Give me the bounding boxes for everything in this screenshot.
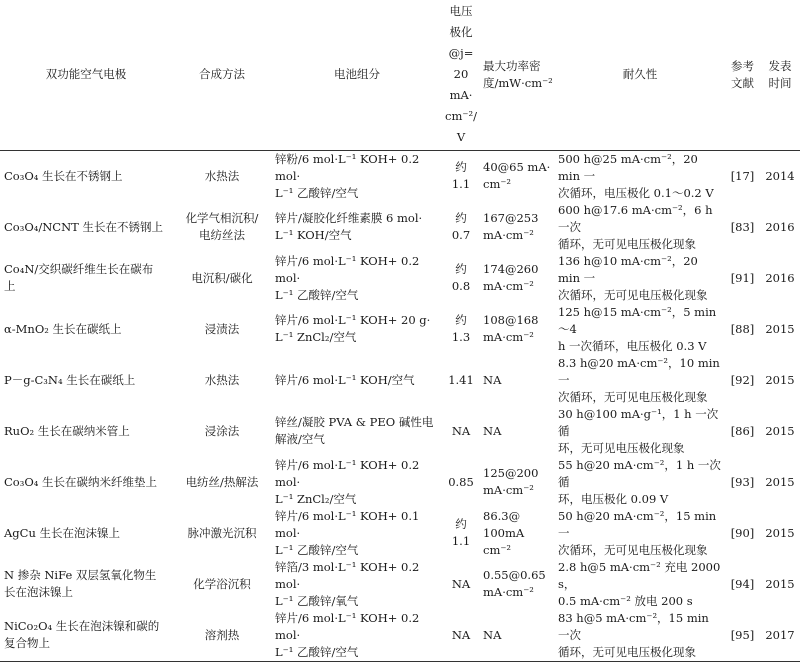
cell-year: 2017 (765, 627, 795, 642)
cell-power: 174@260 mA·cm⁻² (483, 262, 539, 293)
header-voltage-line: V (456, 130, 466, 145)
header-ref (725, 0, 760, 150)
cell-year: 2015 (765, 576, 795, 591)
cell-durability: 50 h@20 mA·cm⁻²，15 min 一 次循环，无可见电压极化现象 (558, 508, 717, 557)
cell-durability: 500 h@25 mA·cm⁻²，20 min 一 次循环，电压极化 0.1～0.2 V (558, 151, 714, 200)
cell-voltage: 1.41 (448, 372, 474, 387)
cell-electrode: NiCo₂O₄ 生长在泡沫镍和碳的 复合物上 (4, 619, 160, 650)
cell-composition: 锌片/6 mol·L⁻¹ KOH+ 0.2 mol· L⁻¹ 乙酸锌/空气 (275, 610, 420, 659)
header-ref-line: 参考 (731, 58, 754, 73)
cell-ref: [86] (730, 423, 755, 438)
cell-composition: 锌片/6 mol·L⁻¹ KOH+ 20 g· L⁻¹ ZnCl₂/空气 (275, 313, 431, 344)
cell-year: 2016 (765, 270, 795, 285)
header-composition: 电池组分 (334, 67, 380, 82)
cell-voltage: 约 0.8 (451, 262, 471, 293)
cell-power: 86.3@ 100mA cm⁻² (483, 508, 525, 557)
table-row (0, 610, 800, 662)
cell-electrode: Co₃O₄ 生长在碳纳米纤维垫上 (4, 474, 158, 489)
cell-ref: [17] (730, 168, 755, 183)
cell-ref: [91] (730, 270, 755, 285)
cell-durability: 600 h@17.6 mA·cm⁻²，6 h 一次 循环，无可见电压极化现象 (558, 202, 713, 251)
cell-year: 2015 (765, 474, 795, 489)
cell-ref: [93] (730, 474, 755, 489)
cell-method: 浸渍法 (204, 321, 240, 336)
header-voltage-line: 电压 (449, 4, 473, 19)
cell-ref: [92] (730, 372, 755, 387)
cell-method: 溶剂热 (204, 627, 240, 642)
header-electrode: 双功能空气电极 (45, 67, 127, 82)
cell-electrode: Co₄N/交织碳纤维生长在碳布 上 (4, 262, 154, 293)
header-power-line: 度/mW·cm⁻² (483, 75, 553, 90)
header-voltage (442, 0, 480, 150)
cell-electrode: α-MnO₂ 生长在碳纸上 (4, 321, 122, 336)
cell-ref: [94] (730, 576, 755, 591)
cell-composition: 锌片/6 mol·L⁻¹ KOH+ 0.2 mol· L⁻¹ 乙酸锌/空气 (275, 253, 420, 302)
header-power-line: 最大功率密 (483, 58, 541, 73)
header-durability: 耐久性 (622, 67, 658, 82)
cell-voltage: 约 1.3 (451, 313, 471, 344)
cell-power: 167@253 mA·cm⁻² (483, 211, 539, 242)
cell-durability: 30 h@100 mA·g⁻¹，1 h 一次循 环，无可见电压极化现象 (558, 406, 719, 455)
table-body (0, 150, 800, 661)
cell-durability: 2.8 h@5 mA·cm⁻² 充电 2000 s， 0.5 mA·cm⁻² 放电 200 s (558, 559, 721, 608)
cell-durability: 125 h@15 mA·cm⁻²，5 min～4 h 一次循环，电压极化 0.3 V (558, 304, 717, 353)
cell-year: 2015 (765, 372, 795, 387)
cell-method: 电纺丝/热解法 (185, 474, 259, 489)
header-year (760, 0, 800, 150)
header-year-line: 时间 (768, 75, 792, 90)
cell-composition: 锌粉/6 mol·L⁻¹ KOH+ 0.2 mol· L⁻¹ 乙酸锌/空气 (275, 151, 420, 200)
cell-electrode: Co₃O₄/NCNT 生长在不锈钢上 (4, 219, 163, 234)
header-power (480, 0, 555, 150)
cell-method: 化学浴沉积 (193, 576, 251, 591)
cell-voltage: NA (451, 576, 471, 591)
cell-durability: 8.3 h@20 mA·cm⁻²，10 min 一 次循环，无可见电压极化现象 (558, 355, 720, 404)
table-row (0, 150, 800, 202)
table-row (0, 508, 800, 559)
cell-ref: [90] (730, 525, 755, 540)
header-voltage-line: @j= (448, 46, 474, 61)
table-row (0, 406, 800, 457)
cell-power: 108@168 mA·cm⁻² (483, 313, 539, 344)
cell-method: 化学气相沉积/ 电纺丝法 (185, 211, 259, 242)
cell-electrode: Co₃O₄ 生长在不锈钢上 (4, 168, 123, 183)
cell-voltage: NA (451, 423, 471, 438)
cell-electrode: RuO₂ 生长在碳纳米管上 (4, 423, 130, 438)
cell-year: 2016 (765, 219, 795, 234)
cell-composition: 锌片/凝胶化纤维素膜 6 mol· L⁻¹ KOH/空气 (275, 211, 423, 242)
cell-electrode: N 掺杂 NiFe 双层氢氧化物生 长在泡沫镍上 (4, 568, 157, 599)
cell-ref: [83] (730, 219, 755, 234)
cell-durability: 83 h@5 mA·cm⁻²，15 min 一次 循环，无可见电压极化现象 (558, 610, 709, 659)
table-header-row (0, 0, 800, 150)
cell-voltage: 约 0.7 (451, 211, 471, 242)
cell-composition: 锌箔/3 mol·L⁻¹ KOH+ 0.2 mol· L⁻¹ 乙酸锌/氧气 (275, 559, 420, 608)
cell-year: 2015 (765, 423, 795, 438)
cell-composition: 锌片/6 mol·L⁻¹ KOH+ 0.1 mol· L⁻¹ 乙酸锌/空气 (275, 508, 420, 557)
table-row (0, 457, 800, 508)
cell-power: NA (483, 372, 502, 387)
table-row (0, 559, 800, 610)
cell-voltage: 约 1.1 (451, 160, 471, 191)
cell-composition: 锌片/6 mol·L⁻¹ KOH/空气 (275, 372, 415, 387)
cell-power: 40@65 mA· cm⁻² (483, 160, 551, 191)
table-row (0, 202, 800, 253)
cell-voltage: 约 1.1 (451, 517, 471, 548)
header-voltage-line: 极化 (449, 25, 473, 40)
cell-power: NA (483, 627, 502, 642)
cell-power: NA (483, 423, 502, 438)
cell-voltage: NA (451, 627, 471, 642)
table-row (0, 304, 800, 355)
cell-method: 浸涂法 (204, 423, 240, 438)
cell-electrode: P－g-C₃N₄ 生长在碳纸上 (4, 372, 136, 387)
header-voltage-line: mA· (449, 88, 473, 103)
header-voltage-line: cm⁻²/ (445, 109, 477, 124)
cell-composition: 锌片/6 mol·L⁻¹ KOH+ 0.2 mol· L⁻¹ ZnCl₂/空气 (275, 457, 420, 506)
table-row (0, 355, 800, 406)
header-voltage-line: 20 (453, 67, 469, 82)
cell-power: 0.55@0.65 mA·cm⁻² (483, 568, 546, 599)
cell-power: 125@200 mA·cm⁻² (483, 466, 539, 497)
cell-year: 2015 (765, 525, 795, 540)
cell-durability: 136 h@10 mA·cm⁻²，20 min 一 次循环，无可见电压极化现象 (558, 253, 708, 302)
cell-year: 2014 (765, 168, 795, 183)
cell-ref: [88] (730, 321, 755, 336)
table-row (0, 253, 800, 304)
header-year-line: 发表 (768, 58, 792, 73)
cell-composition: 锌丝/凝胶 PVA & PEO 碱性电 解液/空气 (275, 415, 434, 446)
cell-durability: 55 h@20 mA·cm⁻²，1 h 一次循 环，电压极化 0.09 V (558, 457, 721, 506)
cell-method: 水热法 (204, 168, 240, 183)
header-method: 合成方法 (199, 67, 245, 82)
cell-method: 脉冲激光沉积 (187, 525, 257, 540)
cell-method: 电沉积/碳化 (191, 270, 253, 285)
header-ref-line: 文献 (731, 75, 754, 90)
cell-electrode: AgCu 生长在泡沫镍上 (4, 525, 121, 540)
cell-method: 水热法 (204, 372, 240, 387)
cell-ref: [95] (730, 627, 755, 642)
cell-voltage: 0.85 (448, 474, 474, 489)
cell-year: 2015 (765, 321, 795, 336)
